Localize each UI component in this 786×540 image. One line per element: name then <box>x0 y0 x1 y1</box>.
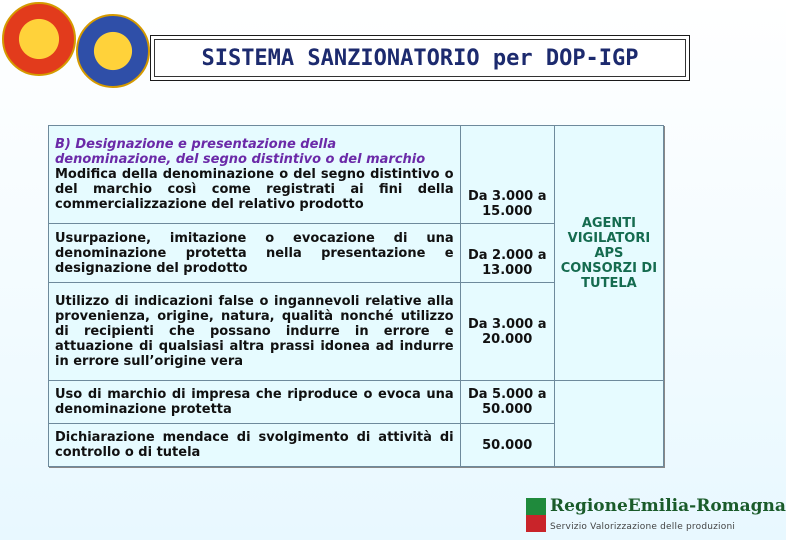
table-row <box>49 381 664 424</box>
dop-seal-icon <box>2 2 76 76</box>
row-text: Utilizzo di indicazioni false o ingannevoli relative alla provenienza, origine, natura, qualità nonché utilizzo di recipienti che possano indurre in errore e attuazione di qualsiasi altra prassi idonea ad indurre in errore sull’origine vera <box>55 294 454 370</box>
table-cell-description <box>49 381 461 424</box>
region-flag-icon <box>526 498 546 532</box>
row-text: Usurpazione, imitazione o evocazione di una denominazione protetta nella presentazione e designazione del prodotto <box>55 230 454 276</box>
table-cell-description <box>49 283 461 381</box>
row-text: Uso di marchio di impresa che riproduce o evoca una denominazione protetta <box>55 387 454 418</box>
authority-cell: AGENTI VIGILATORI APS CONSORZI DI TUTELA <box>554 126 663 381</box>
table-cell-description <box>49 224 461 283</box>
authority-empty-cell <box>554 381 663 467</box>
igp-seal-icon <box>76 14 150 88</box>
page-title: SISTEMA SANZIONATORIO per DOP-IGP <box>201 45 639 71</box>
fine-amount: Da 3.000 a 15.000 <box>460 126 554 224</box>
title-box <box>150 35 690 81</box>
fine-amount: 50.000 <box>460 424 554 467</box>
region-logo <box>526 496 786 536</box>
fine-amount: Da 3.000 a 20.000 <box>460 283 554 381</box>
fine-amount: Da 5.000 a 50.000 <box>460 381 554 424</box>
section-heading: B) Designazione e presentazione della denominazione, del segno distintivo o del marchio <box>55 137 426 167</box>
row-text: Dichiarazione mendace di svolgimento di attività di controllo o di tutela <box>55 430 454 461</box>
region-subtitle: Servizio Valorizzazione delle produzioni <box>550 522 736 532</box>
fine-amount: Da 2.000 a 13.000 <box>460 224 554 283</box>
row-text: Modifica della denominazione o del segno distintivo o del marchio così come registrati ai fini della commercializzazione del relativo prodotto <box>55 167 454 212</box>
table-cell-description <box>49 424 461 467</box>
table-cell-description <box>49 126 461 224</box>
table-row <box>49 126 664 224</box>
region-brand: RegioneEmilia-Romagna <box>550 496 786 516</box>
sanctions-table <box>48 125 664 467</box>
